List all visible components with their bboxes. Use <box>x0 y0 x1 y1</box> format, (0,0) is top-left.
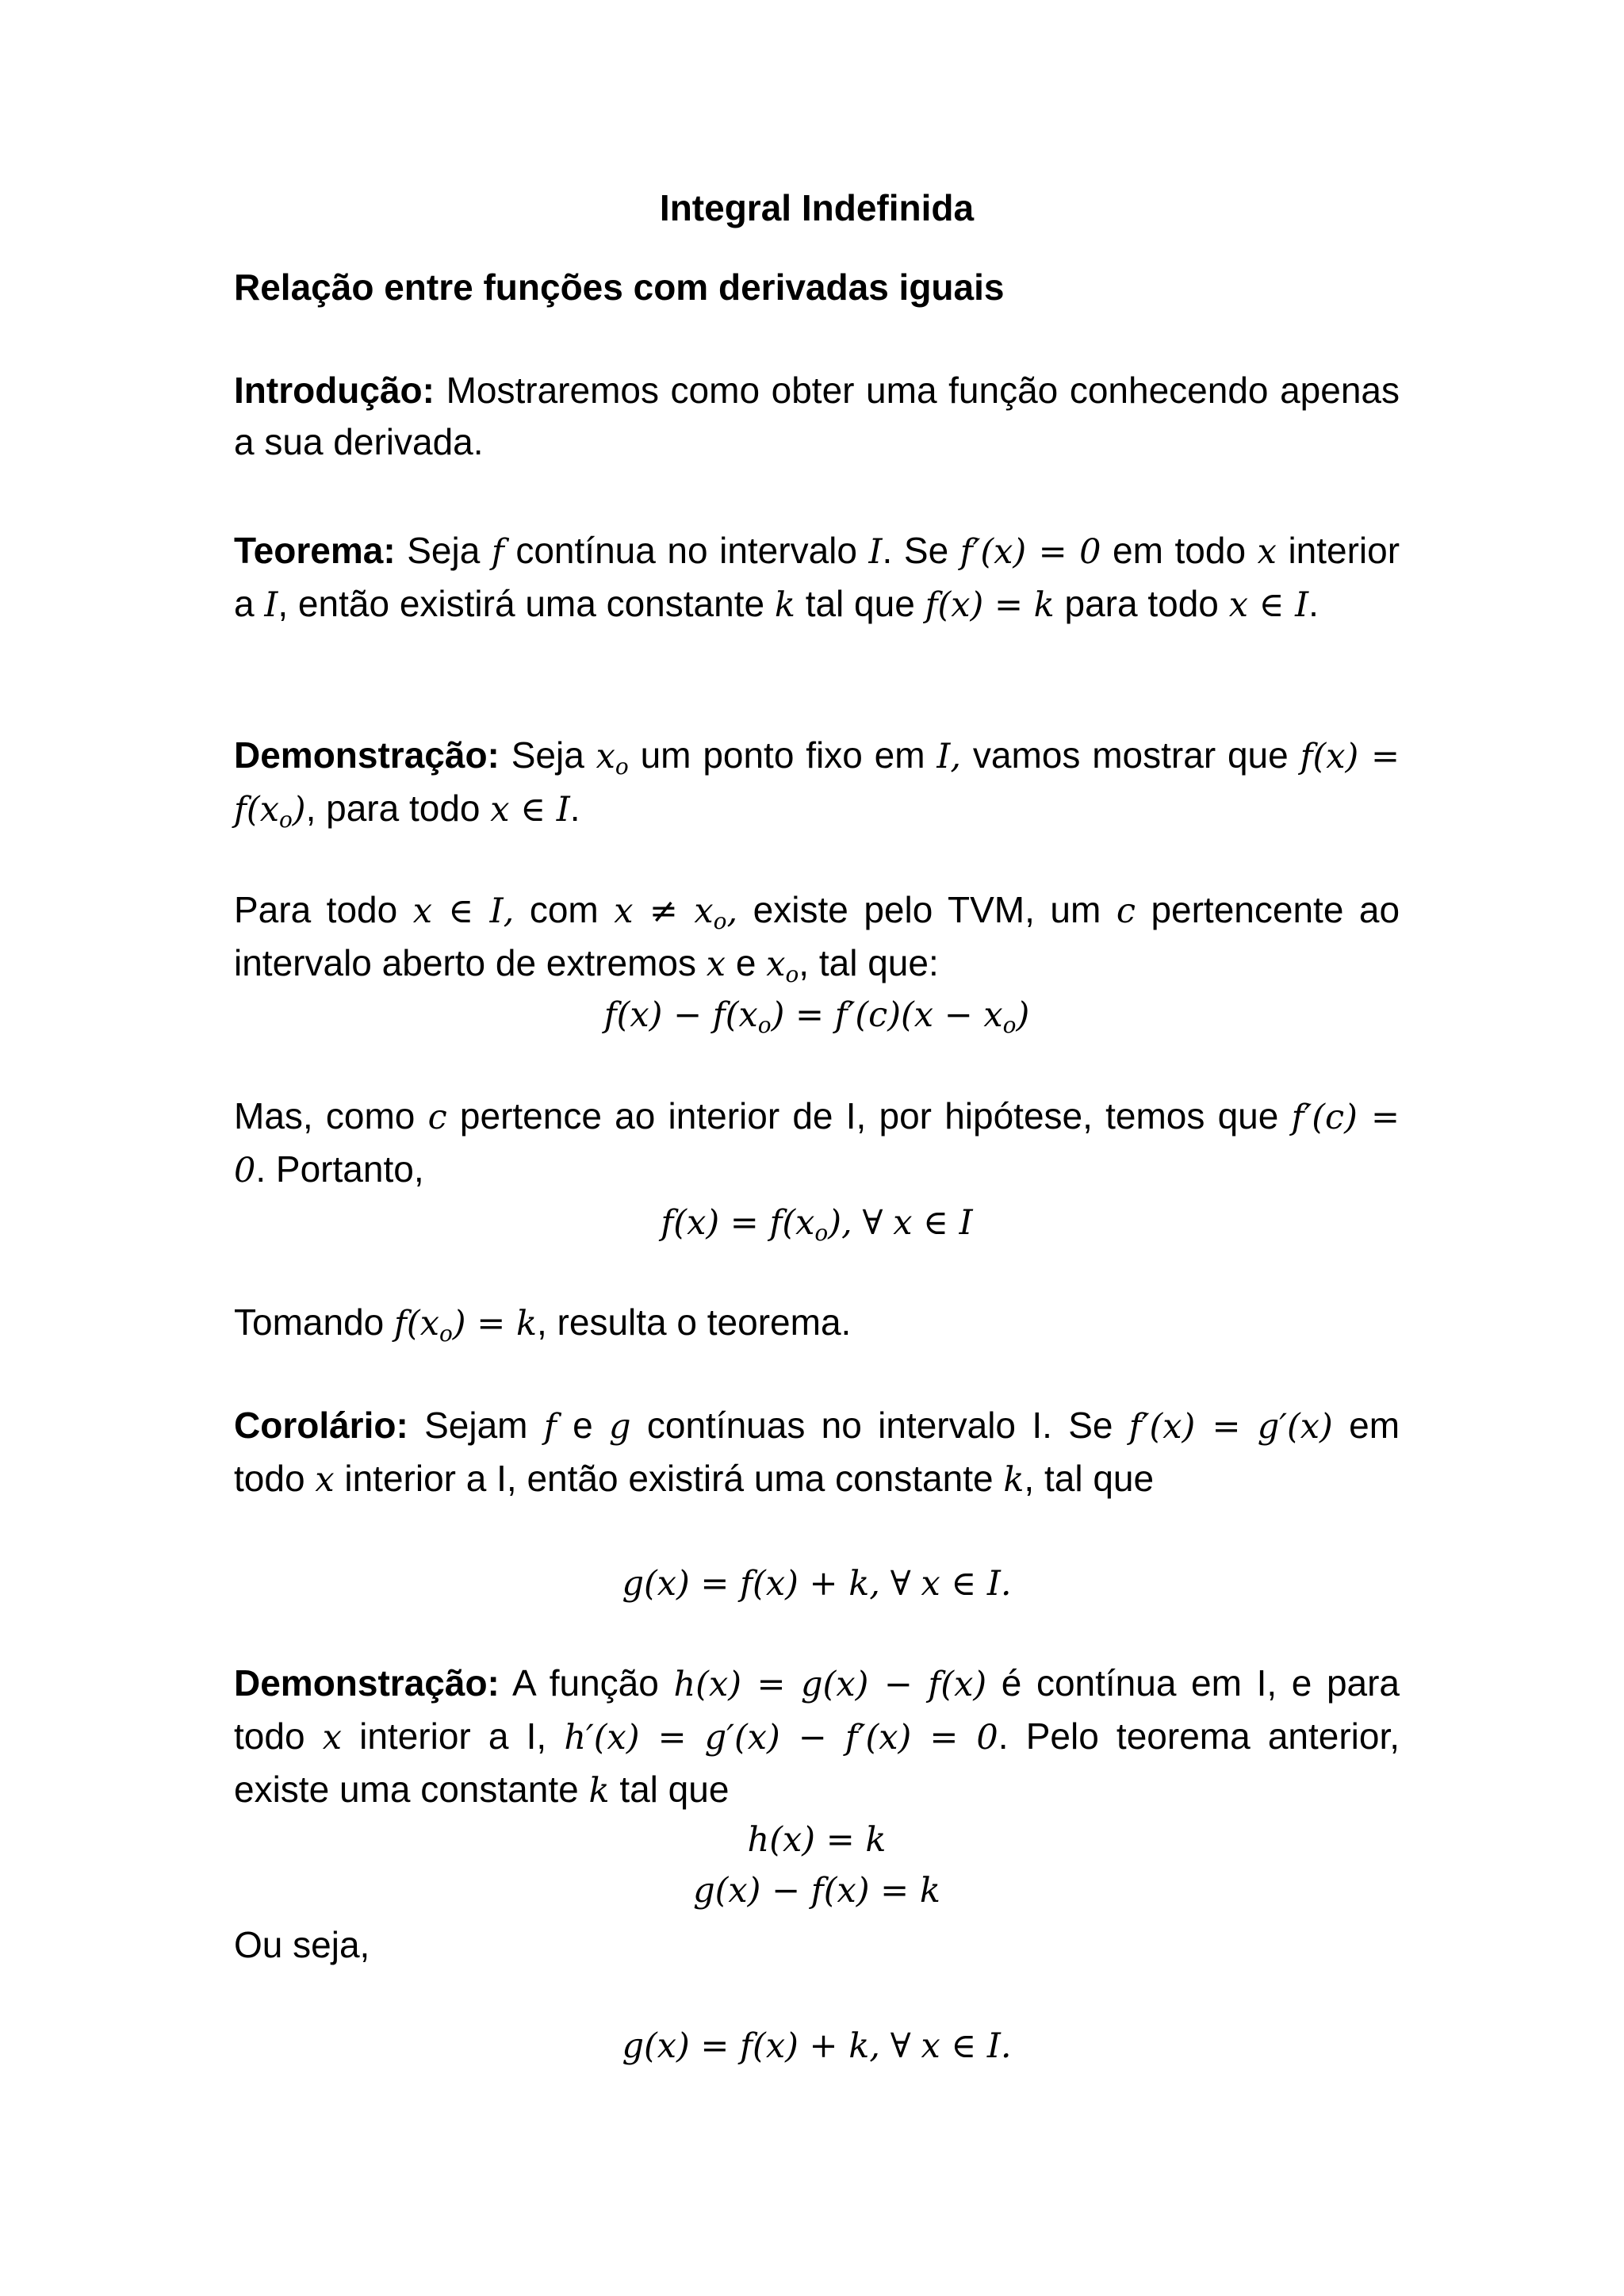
math-symbol: c <box>1116 891 1136 931</box>
paragraph-text: . Pelo teorema anterior, existe uma constante <box>234 1715 1400 1810</box>
paragraph-text: Tomando <box>234 1301 385 1343</box>
intro-label: Introdução: <box>234 370 435 411</box>
math-symbol: I <box>264 585 278 625</box>
theorem-text: em todo <box>1113 530 1247 571</box>
paragraph-text: pertencente ao intervalo aberto de extremos <box>234 889 1400 983</box>
theorem-text: para todo <box>1064 583 1219 624</box>
theorem-paragraph <box>234 525 1400 631</box>
math-expression: f′(c) = 0 <box>234 1098 1400 1190</box>
paragraph-text: e <box>573 1405 593 1446</box>
math-symbol: k <box>774 585 795 625</box>
math-expression: h′(x) = g′(x) − f′(x) = 0 <box>564 1718 998 1757</box>
equation-g-minus-f: g(x) − f(x) = k <box>693 1871 940 1911</box>
conclusion-paragraph <box>234 1297 1400 1350</box>
hypothesis-paragraph <box>234 1091 1400 1197</box>
math-symbol: $x_o$ <box>766 945 799 987</box>
math-symbol: k <box>588 1771 610 1811</box>
paragraph-text: . Portanto, <box>255 1148 424 1190</box>
proof-text: . <box>569 788 580 829</box>
paragraph-text: e <box>735 942 756 983</box>
paragraph-text: tal que <box>619 1769 730 1810</box>
proof-text: um ponto fixo em <box>640 734 925 776</box>
equation-corollary: g(x) = f(x) + k, ∀ x ∈ I. <box>622 1564 1012 1604</box>
math-symbol: c <box>427 1098 447 1137</box>
math-expression: x ∈ I <box>1228 585 1309 625</box>
paragraph-text: , tal que <box>1024 1458 1155 1499</box>
equation-final: g(x) = f(x) + k, ∀ x ∈ I. <box>622 2026 1012 2066</box>
corollary-paragraph <box>234 1400 1400 1506</box>
math-expression: h(x) = g(x) − f(x) <box>673 1665 987 1704</box>
math-symbol: x <box>315 1460 335 1500</box>
theorem-text: tal que <box>805 583 915 624</box>
paragraph-text: Para todo <box>234 889 398 930</box>
paragraph-text: interior a I, <box>359 1715 547 1757</box>
proof-label: Demonstração: <box>234 734 500 776</box>
paragraph-text: A função <box>511 1662 659 1704</box>
paragraph-text: é contínua em I, e para todo <box>234 1662 1400 1757</box>
math-expression: f′(x) = 0 <box>959 532 1101 572</box>
math-symbol: x <box>322 1718 342 1757</box>
ou-seja-text: Ou seja, <box>234 1924 370 1965</box>
paragraph-text: contínuas no intervalo I. Se <box>646 1405 1113 1446</box>
math-expression: $f(x_o) = k$ <box>394 1304 537 1347</box>
math-symbol: f <box>543 1407 557 1447</box>
intro-text: Mostraremos como obter uma função conhecendo apenas a sua derivada. <box>234 370 1400 462</box>
theorem-text: Seja <box>407 530 481 571</box>
math-symbol: I <box>868 532 883 572</box>
proof-text: vamos mostrar que <box>972 734 1289 776</box>
theorem-text: interior a <box>234 530 1400 624</box>
theorem-label: Teorema: <box>234 530 396 571</box>
math-expression: f(x) = k <box>925 585 1055 625</box>
section-heading: Relação entre funções com derivadas iguais <box>234 266 1005 308</box>
paragraph-text: em todo <box>234 1405 1400 1499</box>
intro-paragraph <box>234 365 1400 468</box>
math-symbol: k <box>1003 1460 1025 1500</box>
theorem-text: . <box>1308 583 1319 624</box>
paragraph-text: interior a I, então existirá uma constante <box>344 1458 994 1499</box>
paragraph-text: Sejam <box>424 1405 528 1446</box>
theorem-text: contínua no intervalo <box>515 530 857 571</box>
equation-tvm: $f(x) - f(x_o) = f'(c)(x - x_o)$ <box>603 995 1030 1038</box>
math-expression: $x \ne x_o$, <box>614 891 738 934</box>
paragraph-text: Mas, como <box>234 1095 416 1137</box>
math-symbol: $x_o$ <box>596 737 629 780</box>
math-symbol: g <box>609 1407 631 1447</box>
math-symbol: f <box>491 532 504 572</box>
corollary-label: Corolário: <box>234 1405 408 1446</box>
math-expression: x ∈ I <box>490 790 570 830</box>
theorem-text: , então existirá uma constante <box>278 583 765 624</box>
proof-text: , para todo <box>305 788 481 829</box>
equation-forall: $f(x) = f(x_o)$, ∀ x ∈ I <box>661 1203 973 1246</box>
page-title: Integral Indefinida <box>659 187 975 228</box>
math-expression: x ∈ I, <box>412 891 515 931</box>
paragraph-text: com <box>529 889 599 930</box>
theorem-text: . Se <box>882 530 949 571</box>
equation-h: h(x) = k <box>747 1820 887 1860</box>
paragraph-text: , resulta o teorema. <box>537 1301 852 1343</box>
math-symbol: x <box>1257 532 1277 572</box>
proof-label: Demonstração: <box>234 1662 500 1704</box>
math-symbol: x <box>706 945 726 984</box>
paragraph-text: existe pelo TVM, um <box>753 889 1101 930</box>
proof-text: Seja <box>511 734 584 776</box>
paragraph-text: , tal que: <box>799 942 939 983</box>
math-expression: f′(x) = g′(x) <box>1128 1407 1333 1447</box>
math-symbol: I, <box>936 737 962 776</box>
tvm-paragraph <box>234 884 1400 991</box>
math-expression: $f(x) = f(x_o)$ <box>234 737 1400 833</box>
proof-paragraph <box>234 730 1400 836</box>
paragraph-text: pertence ao interior de I, por hipótese, temos que <box>459 1095 1279 1137</box>
proof2-paragraph <box>234 1658 1400 1817</box>
